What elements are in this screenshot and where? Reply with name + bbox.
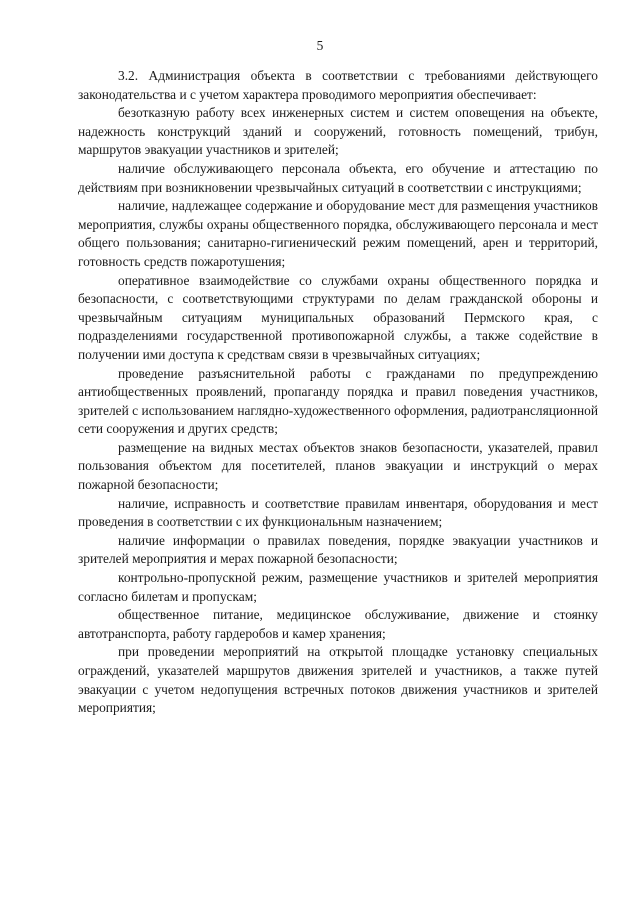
- paragraph-3-2-intro: 3.2. Администрация объекта в соответствии с требованиями действующего законодательства и с учетом характера проводимого мероприятия обеспечивает:: [78, 68, 598, 102]
- paragraph-service-staff: наличие обслуживающего персонала объекта, его обучение и аттестацию по действиям при возникновении чрезвычайных ситуаций в соответствии с инструкциями;: [78, 160, 598, 195]
- paragraph-safety-signs: размещение на видных местах объектов знаков безопасности, указателей, правил пользования объектом для посетителей, планов эвакуации и инструкций о мерах пожарной безопасности;: [78, 439, 598, 493]
- body-text: [78, 67, 598, 718]
- page-number: 5: [316, 38, 324, 53]
- paragraph-explanatory-work: проведение разъяснительной работы с гражданами по предупреждению антиобщественных проявлений, пропаганду порядка и правил поведения участников, зрителей с использованием наглядно-художественного оформления, радиотрансляционной сети сооружения и других средств;: [78, 365, 598, 437]
- paragraph-inventory: наличие, исправность и соответствие правилам инвентаря, оборудования и мест проведения в соответствии с их функциональным назначением;: [78, 495, 598, 530]
- paragraph-access-control: контрольно-пропускной режим, размещение участников и зрителей мероприятия согласно билетам и пропускам;: [78, 570, 598, 604]
- paragraph-open-area: при проведении мероприятий на открытой площадке установку специальных ограждений, указателей маршрутов движения зрителей и участников, а также путей эвакуации с учетом недопущения встречных потоков движения участников и зрителей мероприятия;: [78, 644, 598, 716]
- paragraph-engineering-systems: безотказную работу всех инженерных систем и систем оповещения на объекте, надежность конструкций зданий и сооружений, готовность помещений, трибун, маршрутов эвакуации участников и зрителей;: [78, 105, 598, 158]
- paragraph-places-equipment: наличие, надлежащее содержание и оборудование мест для размещения участников мероприятия, службы охраны общественного порядка, обслуживающего персонала и мест общего пользования; санитарно-гигиенический режим помещений, арен и территорий, готовность средств пожаротушения;: [78, 198, 598, 269]
- paragraph-behavior-info: наличие информации о правилах поведения, порядке эвакуации участников и зрителей мероприятия и мерах пожарной безопасности;: [78, 532, 598, 567]
- paragraph-interaction-services: оперативное взаимодействие со службами охраны общественного порядка и безопасности, с соответствующими структурами по делам гражданской обороны и чрезвычайным ситуациям муниципальных образований Пермского края, с подразделениями государственной противопожарной службы, а также содействие в получении ими доступа к средствам связи в чрезвычайных ситуациях;: [78, 272, 598, 362]
- paragraph-catering-transport: общественное питание, медицинское обслуживание, движение и стоянку автотранспорта, работу гардеробов и камер хранения;: [78, 607, 598, 641]
